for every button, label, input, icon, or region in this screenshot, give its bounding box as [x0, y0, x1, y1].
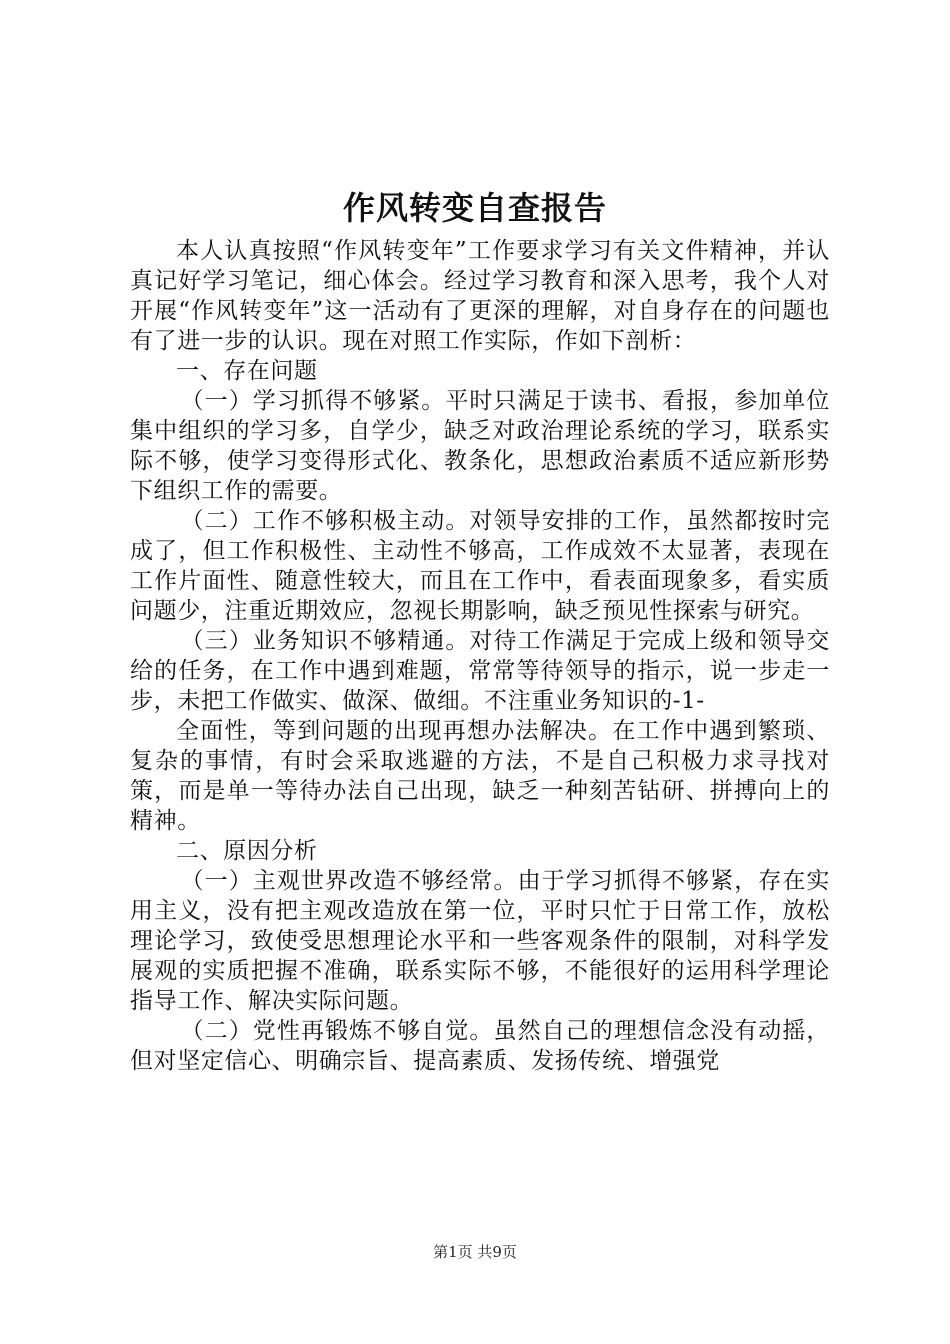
document-title: 作风转变自查报告: [342, 189, 607, 227]
page-footer: 第1页 共9页: [433, 1243, 517, 1261]
section-heading-causes: 二、原因分析: [176, 838, 318, 864]
section-heading-problems: 一、存在问题: [176, 358, 318, 384]
paragraph-cause-1: （一）主观世界改造不够经常。由于学习抓得不够紧，存在实用主义，没有把主观改造放在第一位，平时只忙于日常工作，放松理论学习，致使受思想理论水平和一些客观条件的限制，对科学发展观的实质把握不准确，联系实际不够，不能很好的运用科学理论指导工作、解决实际问题。: [130, 868, 830, 1014]
paragraph-intro: 本人认真按照“作风转变年”工作要求学习有关文件精神，并认真记好学习笔记，细心体会。经过学习教育和深入思考，我个人对开展“作风转变年”这一活动有了更深的理解，对自身存在的问题也有了进一步的认识。现在对照工作实际，作如下剖析：: [130, 238, 830, 354]
paragraph-problem-2: （二）工作不够积极主动。对领导安排的工作，虽然都按时完成了，但工作积极性、主动性不够高，工作成效不太显著，表现在工作片面性、随意性较大，而且在工作中，看表面现象多，看实质问题少，注重近期效应，忽视长期影响，缺乏预见性探索与研究。: [130, 508, 830, 624]
document-body: [130, 236, 830, 1076]
paragraph-cause-2: （二）党性再锻炼不够自觉。虽然自己的理想信念没有动摇，但对坚定信心、明确宗旨、提高素质、发扬传统、增强党: [130, 1018, 830, 1074]
paragraph-continuation: 全面性，等到问题的出现再想办法解决。在工作中遇到繁琐、复杂的事情，有时会采取逃避的方法，不是自己积极力求寻找对策，而是单一等待办法自己出现，缺乏一种刻苦钻研、拼搏向上的精神。: [130, 718, 830, 834]
paragraph-problem-1: （一）学习抓得不够紧。平时只满足于读书、看报，参加单位集中组织的学习多，自学少，缺乏对政治理论系统的学习，联系实际不够，使学习变得形式化、教条化，思想政治素质不适应新形势下组织工作的需要。: [130, 388, 830, 504]
paragraph-problem-3: （三）业务知识不够精通。对待工作满足于完成上级和领导交给的任务，在工作中遇到难题，常常等待领导的指示，说一步走一步，未把工作做实、做深、做细。不注重业务知识的-1-: [130, 628, 830, 714]
